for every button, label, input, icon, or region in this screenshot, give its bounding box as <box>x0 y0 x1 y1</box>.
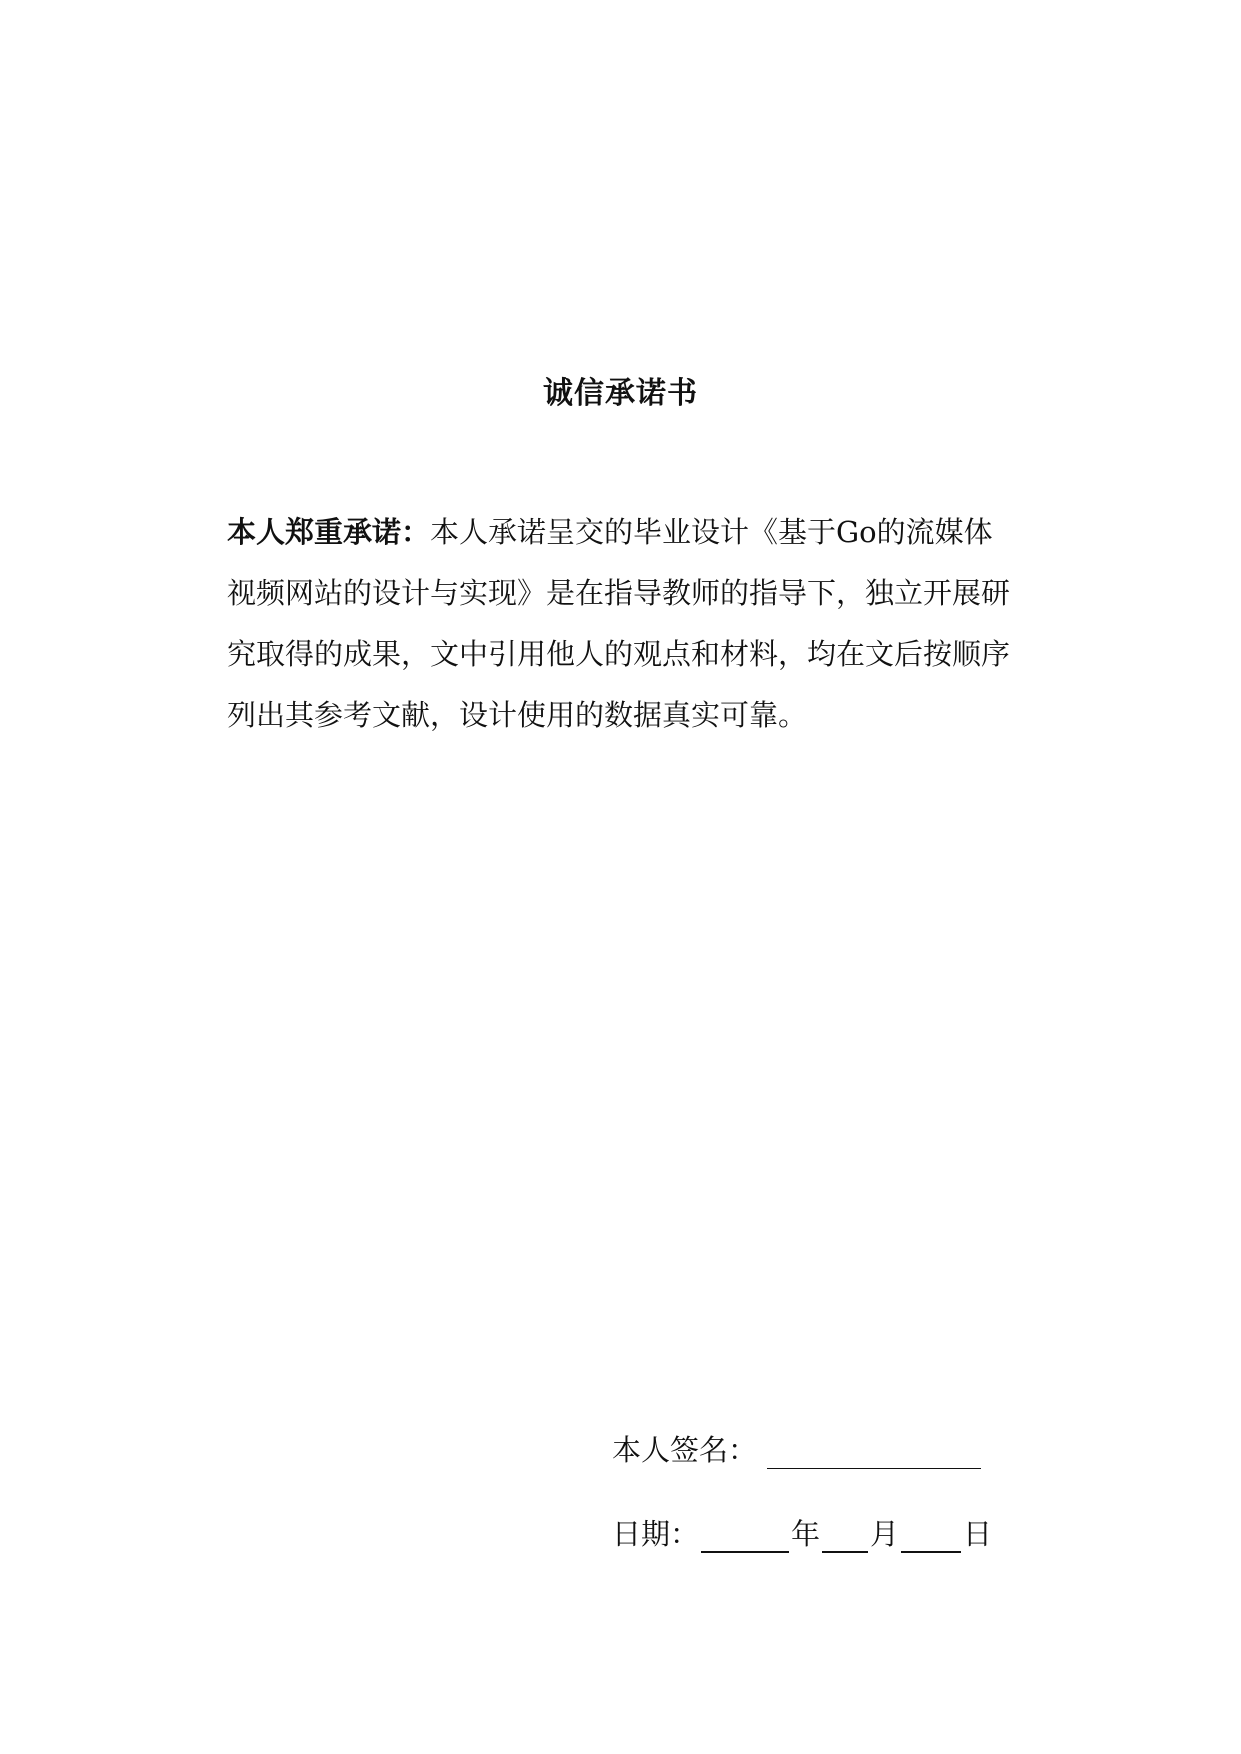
pledge-line-4: 列出其参考文献，设计使用的数据真实可靠。 <box>227 698 808 732</box>
signature-row <box>612 1428 983 1469</box>
day-blank[interactable] <box>901 1519 961 1553</box>
date-label: 日期： <box>612 1517 700 1551</box>
month-blank[interactable] <box>822 1519 868 1553</box>
day-unit: 日 <box>963 1517 993 1551</box>
pledge-text-1: 本人承诺呈交的毕业设计《基于Go的流媒体 <box>430 515 993 549</box>
signature-blank[interactable] <box>767 1436 981 1469</box>
year-unit: 年 <box>791 1517 821 1551</box>
signature-label: 本人签名： <box>612 1433 758 1467</box>
year-blank[interactable] <box>701 1519 789 1553</box>
date-row <box>612 1512 992 1553</box>
month-unit: 月 <box>870 1517 900 1551</box>
pledge-line-2: 视频网站的设计与实现》是在指导教师的指导下，独立开展研 <box>227 576 1011 610</box>
pledge-line-3: 究取得的成果，文中引用他人的观点和材料，均在文后按顺序 <box>227 637 1011 671</box>
pledge-lead: 本人郑重承诺： <box>227 515 431 549</box>
document-title: 诚信承诺书 <box>543 376 698 411</box>
pledge-paragraph <box>227 502 1077 746</box>
pledge-line-1 <box>227 502 1077 563</box>
